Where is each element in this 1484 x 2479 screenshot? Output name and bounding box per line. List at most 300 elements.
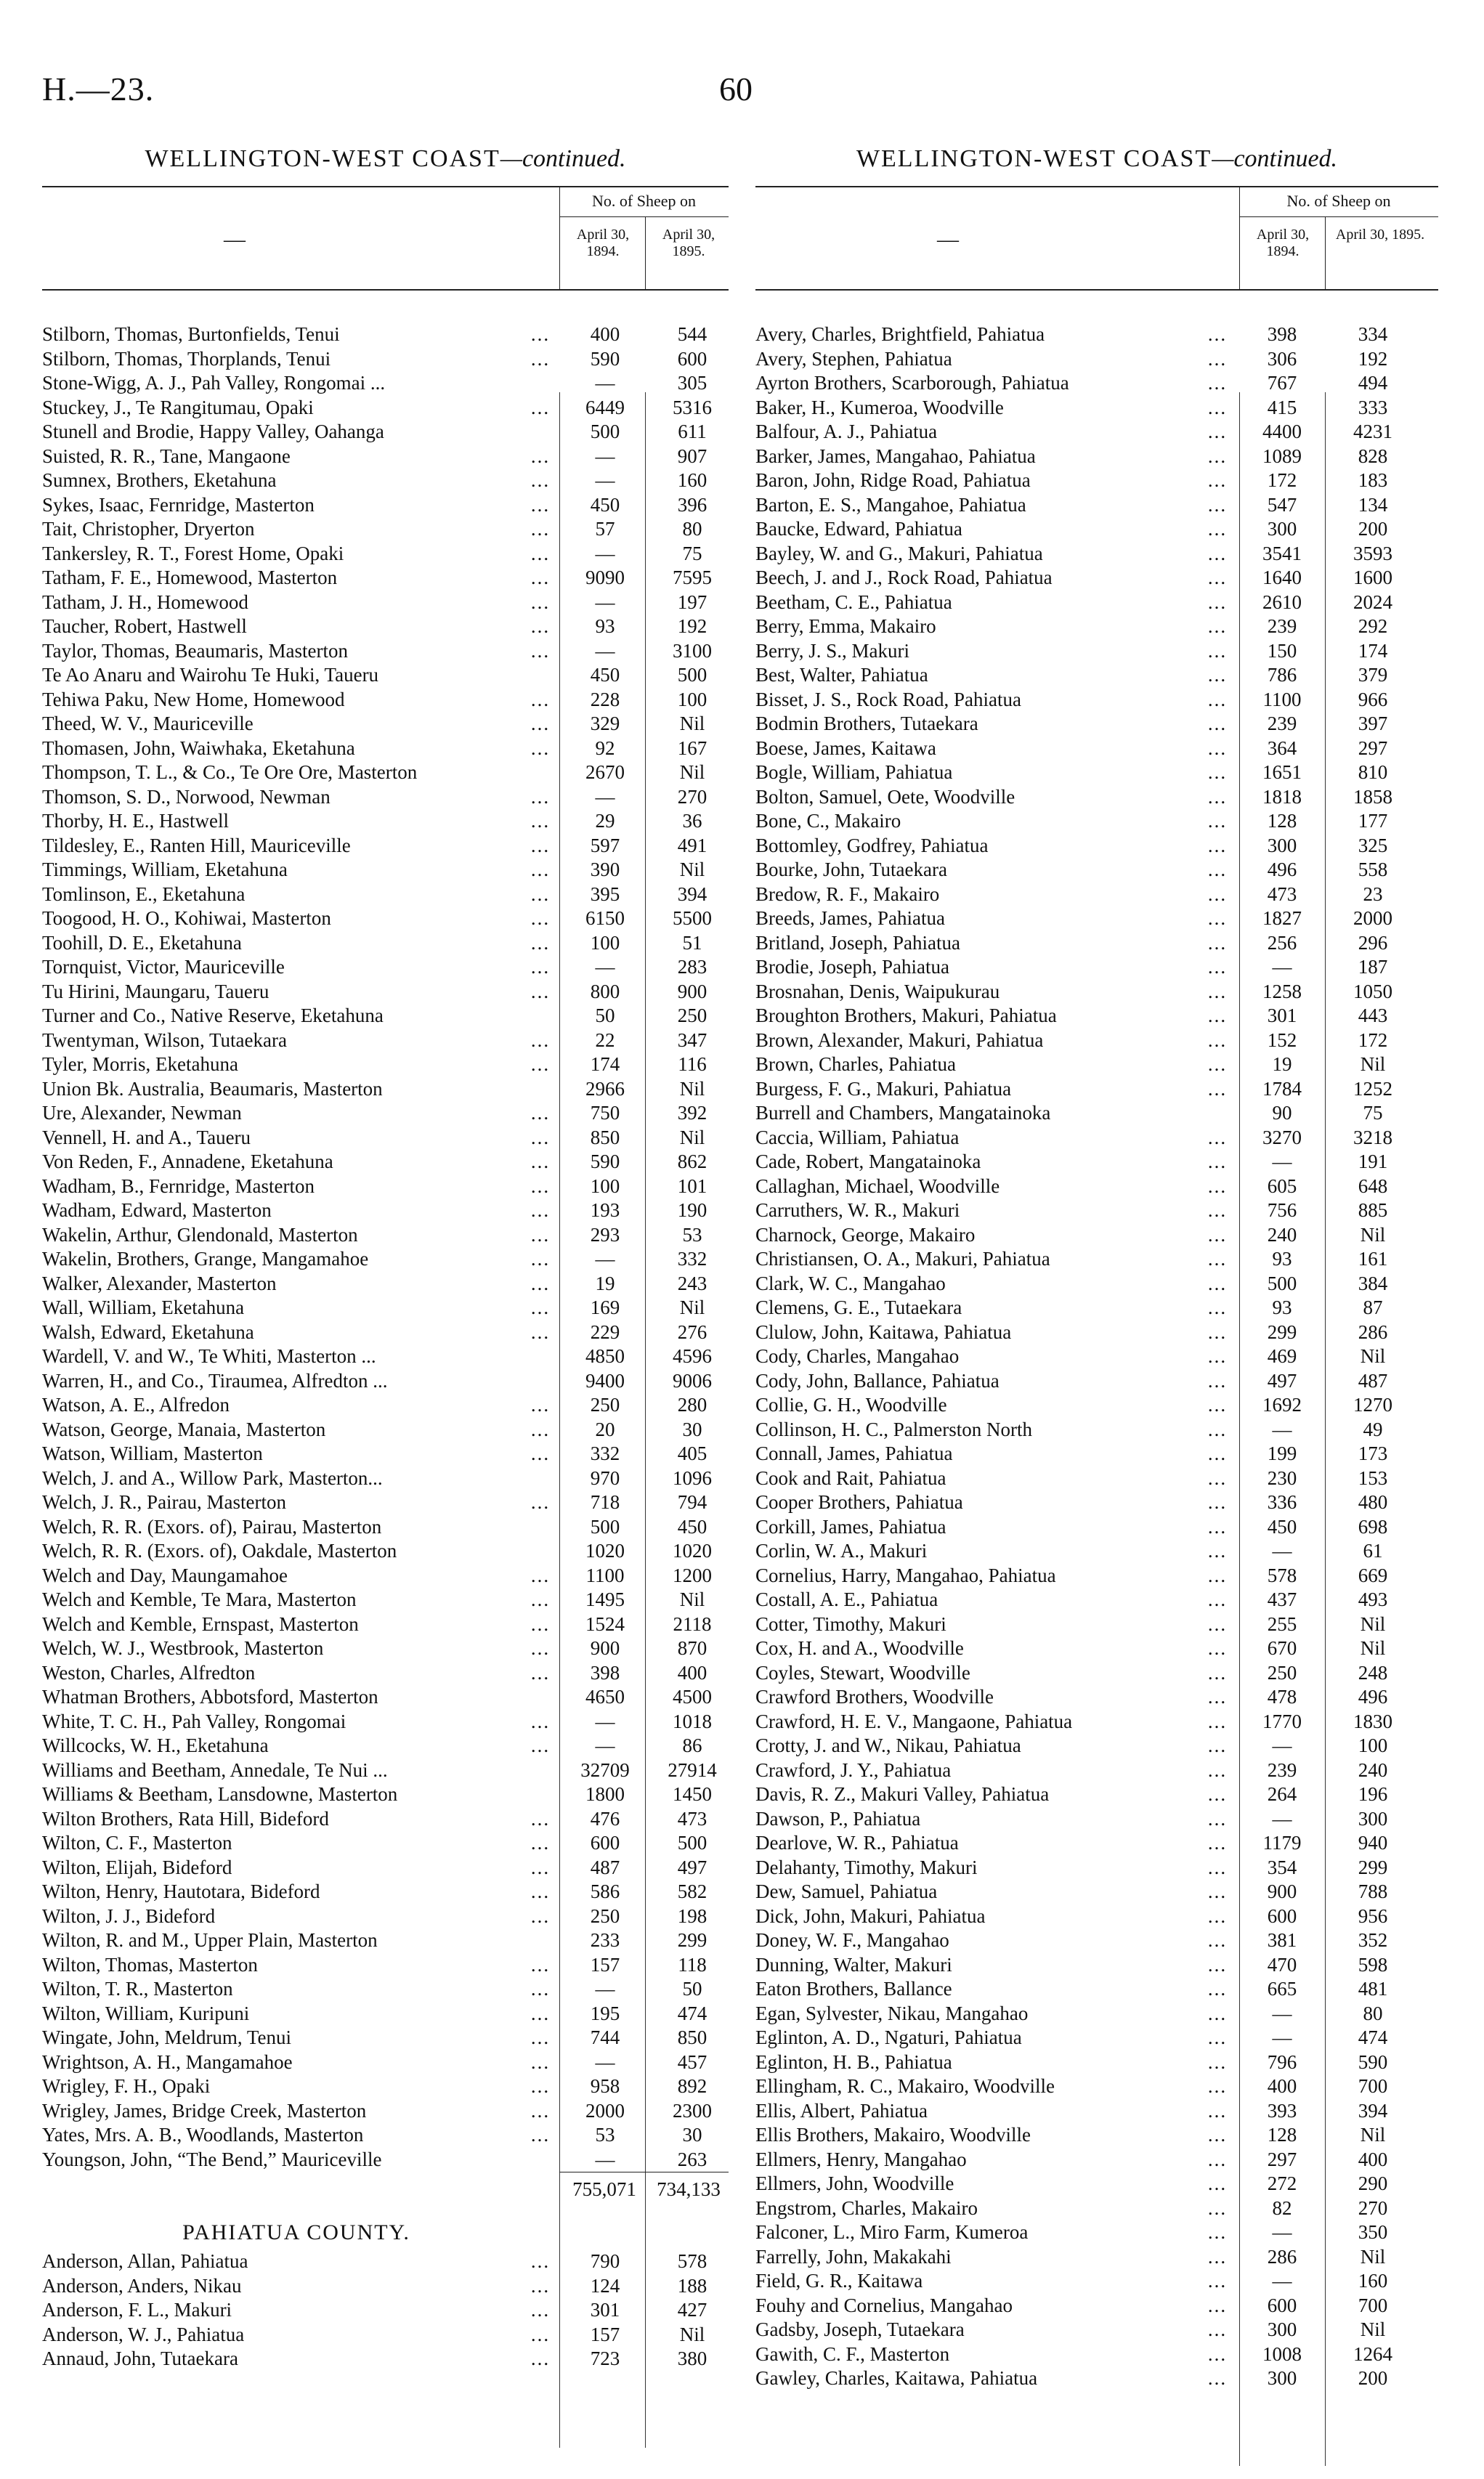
table-row (755, 1198, 1438, 1223)
sheep-1894: 329 (590, 713, 620, 734)
sheep-1894: 82 (1272, 2196, 1292, 2219)
sheep-1895: 190 (677, 1199, 707, 1221)
entry-name: Davis, R. Z., Makuri Valley, Pahiatua (755, 1783, 1050, 1805)
entry-name: Youngson, John, “The Bend,” Mauriceville (42, 2148, 382, 2170)
sheep-1894: 152 (1267, 1028, 1297, 1051)
sheep-1895: 396 (677, 493, 707, 516)
sheep-1894: — (595, 1248, 615, 1270)
sheep-1895: 352 (1358, 1929, 1388, 1951)
leader-dots: ... (1207, 1929, 1228, 1951)
entry-name: Stilborn, Thomas, Thorplands, Tenui (42, 347, 331, 370)
sheep-1895: 473 (677, 1807, 707, 1830)
table-row (755, 1466, 1438, 1491)
sheep-1894: 500 (590, 421, 620, 442)
table-row (755, 2050, 1438, 2075)
sheep-1894: — (595, 2148, 615, 2170)
table-row (755, 1977, 1438, 2002)
leader-dots: ... (1207, 2270, 1228, 2292)
sheep-1895: 870 (677, 1637, 707, 1659)
entry-name: Brown, Alexander, Makuri, Pahiatua (755, 1028, 1044, 1051)
entry-name: Burgess, F. G., Makuri, Pahiatua (755, 1077, 1012, 1100)
sheep-1895: 23 (1363, 883, 1383, 905)
sheep-1895: 3593 (1353, 542, 1392, 564)
table-row (755, 542, 1438, 567)
leader-dots: ... (1207, 421, 1228, 442)
leader-dots: ... (1207, 567, 1228, 588)
table-row (755, 1174, 1438, 1199)
entry-name: Crawford, J. Y., Pahiatua (755, 1758, 952, 1781)
sheep-1894: 1770 (1262, 1710, 1302, 1732)
entry-name: Costall, A. E., Pahiatua (755, 1589, 938, 1610)
sheep-1895: 427 (677, 2299, 707, 2321)
entry-name: Ellmers, John, Woodville (755, 2172, 954, 2194)
sheep-1894: 90 (1272, 1102, 1292, 1124)
entry-name: Clemens, G. E., Tutaekara (755, 1297, 962, 1318)
sheep-1894: 1818 (1262, 785, 1302, 808)
sheep-1895: 1050 (1353, 980, 1392, 1002)
sheep-1894: 958 (590, 2075, 620, 2097)
sheep-1894: — (1272, 1151, 1292, 1172)
header-group-rule (1239, 216, 1438, 217)
sheep-1894: 796 (1267, 2050, 1297, 2073)
entry-name: Wilton, T. R., Masterton (42, 1978, 233, 2000)
entry-name: Toogood, H. O., Kohiwai, Masterton (42, 907, 331, 929)
sheep-1894: 2610 (1262, 591, 1302, 613)
sheep-1895: 892 (677, 2075, 707, 2097)
entry-name: Vennell, H. and A., Taueru (42, 1126, 251, 1148)
sheep-1894: 665 (1267, 1978, 1297, 2000)
entry-name: Wrigley, James, Bridge Creek, Masterton (42, 2099, 367, 2122)
table-row (42, 1344, 729, 1369)
sheep-1894: 239 (1267, 615, 1297, 637)
sheep-1895: Nil (679, 2323, 705, 2345)
entry-name: Bayley, W. and G., Makuri, Pahiatua (755, 542, 1043, 564)
table-row (42, 1685, 729, 1710)
sheep-1894: 398 (590, 1661, 620, 1684)
leader-dots: ... (530, 2323, 551, 2345)
sheep-1895: Nil (679, 1077, 705, 1100)
sheep-1895: 299 (1358, 1856, 1388, 1878)
table-row (42, 1977, 729, 2002)
entry-name: Beetham, C. E., Pahiatua (755, 591, 952, 613)
sheep-count-group-header: No. of Sheep on (1286, 192, 1391, 210)
table-row (42, 1418, 729, 1443)
sheep-1895: 160 (677, 469, 707, 491)
entry-name: Yates, Mrs. A. B., Woodlands, Masterton (42, 2124, 364, 2146)
table-row (755, 1515, 1438, 1540)
table-row (755, 1004, 1438, 1028)
entry-name: Tornquist, Victor, Mauriceville (42, 956, 285, 978)
entry-name: Breeds, James, Pahiatua (755, 907, 945, 929)
table-row (755, 737, 1438, 761)
sheep-1895: 966 (1358, 688, 1388, 710)
leader-dots: ... (1207, 1686, 1228, 1708)
table-row (755, 614, 1438, 639)
sheep-1894: 450 (590, 493, 620, 516)
sheep-1894: 790 (590, 2250, 620, 2272)
leader-dots: ... (1207, 2099, 1228, 2122)
table-row (755, 1101, 1438, 1126)
entry-name: Tyler, Morris, Eketahuna (42, 1053, 238, 1075)
header-dash: — (224, 227, 246, 251)
sheep-1895: Nil (1360, 2124, 1386, 2146)
leader-dots: ... (530, 713, 551, 734)
sheep-1895: 188 (677, 2274, 707, 2297)
table-row (755, 1928, 1438, 1953)
table-row (42, 663, 729, 688)
sheep-1894: 233 (590, 1929, 620, 1951)
sheep-1894: 1651 (1262, 761, 1302, 783)
sheep-1895: 118 (678, 1953, 707, 1976)
leader-dots: ... (530, 1491, 551, 1513)
entry-name: Field, G. R., Kaitawa (755, 2270, 923, 2292)
entry-name: Delahanty, Timothy, Makuri (755, 1856, 978, 1878)
leader-dots: ... (530, 1028, 551, 1051)
entry-name: Stilborn, Thomas, Burtonfields, Tenui (42, 323, 340, 345)
entry-name: Crawford Brothers, Woodville (755, 1686, 994, 1708)
sheep-1894: 1495 (585, 1589, 625, 1610)
leader-dots: ... (530, 1637, 551, 1659)
sheep-1895: 172 (1358, 1028, 1388, 1051)
sheep-1894: 381 (1267, 1929, 1297, 1951)
sheep-1894: 400 (1267, 2075, 1297, 2097)
sheep-1894: 230 (1267, 1466, 1297, 1489)
sheep-1895: 192 (677, 615, 707, 637)
sheep-1895: 325 (1358, 834, 1388, 856)
leader-dots: ... (530, 2075, 551, 2097)
leader-dots: ... (530, 518, 551, 540)
entry-name: Thompson, T. L., & Co., Te Ore Ore, Masterton (42, 761, 418, 783)
leader-dots: ... (530, 980, 551, 1002)
table-row (755, 1223, 1438, 1248)
sheep-1895: Nil (679, 859, 705, 880)
entry-name: Berry, J. S., Makuri (755, 639, 909, 662)
leader-dots: ... (530, 396, 551, 418)
title-main: WELLINGTON-WEST COAST (856, 145, 1212, 172)
leader-dots: ... (1207, 639, 1228, 662)
leader-dots: ... (1207, 1612, 1228, 1635)
sheep-1895: 87 (1363, 1297, 1383, 1318)
sheep-1895: Nil (679, 1589, 705, 1610)
table-row (755, 1393, 1438, 1418)
document-code: H.—23. (42, 70, 155, 107)
entry-name: Watson, A. E., Alfredon (42, 1394, 230, 1416)
sheep-1894: 600 (1267, 1904, 1297, 1927)
table-row (755, 420, 1438, 445)
sheep-1895: 700 (1358, 2294, 1388, 2316)
sheep-1895: 191 (1358, 1151, 1388, 1172)
sheep-1894: 395 (590, 883, 620, 905)
sheep-1895: 394 (1358, 2099, 1388, 2122)
sheep-1895: 1270 (1353, 1394, 1392, 1416)
table-row (755, 517, 1438, 542)
leader-dots: ... (530, 1272, 551, 1294)
leader-dots: ... (1207, 2172, 1228, 2194)
table-row (42, 1247, 729, 1272)
entry-name: Ellingham, R. C., Makairo, Woodville (755, 2075, 1055, 2097)
sheep-1894: 93 (595, 615, 615, 637)
sheep-1894: — (595, 542, 615, 564)
table-row (42, 688, 729, 713)
sheep-1894: 250 (590, 1394, 620, 1416)
sheep-1894: — (1272, 1735, 1292, 1756)
leader-dots: ... (530, 591, 551, 613)
sheep-1894: — (1272, 2002, 1292, 2024)
sheep-1895: 940 (1358, 1832, 1388, 1854)
entry-name: Berry, Emma, Makairo (755, 615, 936, 637)
entry-name: Whatman Brothers, Abbotsford, Masterton (42, 1686, 378, 1708)
table-row (42, 712, 729, 737)
entry-name: Willcocks, W. H., Eketahuna (42, 1735, 269, 1756)
table-row (42, 809, 729, 834)
leader-dots: ... (1207, 2294, 1228, 2316)
table-row (42, 2274, 729, 2299)
leader-dots: ... (1207, 1272, 1228, 1294)
leader-dots: ... (530, 907, 551, 929)
sheep-1895: 1830 (1353, 1710, 1392, 1732)
sheep-1895: Nil (1360, 1053, 1386, 1075)
sheep-1894: 900 (1267, 1880, 1297, 1902)
leader-dots: ... (530, 1904, 551, 1927)
sheep-1894: 6150 (585, 907, 625, 929)
entry-name: Eglinton, A. D., Ngaturi, Pahiatua (755, 2026, 1022, 2048)
sheep-1895: 907 (677, 445, 707, 467)
table-row (755, 2026, 1438, 2050)
entry-name: Dew, Samuel, Pahiatua (755, 1880, 938, 1902)
sheep-1895: 248 (1358, 1661, 1388, 1684)
sheep-1894: — (1272, 1807, 1292, 1830)
entry-name: Wilton Brothers, Rata Hill, Bideford (42, 1807, 329, 1830)
entry-name: Von Reden, F., Annadene, Eketahuna (42, 1151, 333, 1172)
sheep-1894: 286 (1267, 2245, 1297, 2268)
table-row (755, 1880, 1438, 1904)
sheep-1895: 4500 (673, 1686, 712, 1708)
table-row (755, 1150, 1438, 1174)
table-row (755, 1490, 1438, 1515)
leader-dots: ... (1207, 1978, 1228, 2000)
sheep-1894: 4400 (1262, 421, 1302, 442)
sheep-1895: 36 (682, 810, 702, 832)
sheep-1894: 393 (1267, 2099, 1297, 2122)
table-row (755, 1856, 1438, 1880)
sheep-1895: 116 (678, 1053, 707, 1075)
entry-name: Barton, E. S., Mangahoe, Pahiatua (755, 493, 1026, 516)
sheep-1895: 101 (677, 1174, 707, 1197)
leader-dots: ... (1207, 469, 1228, 491)
entry-name: Brosnahan, Denis, Waipukurau (755, 980, 1000, 1002)
entry-name: Tatham, F. E., Homewood, Masterton (42, 567, 338, 588)
leader-dots: ... (530, 1953, 551, 1976)
sheep-1895: 3100 (673, 639, 712, 662)
sheep-1894: 2000 (585, 2099, 625, 2122)
entry-name: Engstrom, Charles, Makairo (755, 2196, 978, 2219)
table-row (42, 2249, 729, 2274)
table-row (755, 883, 1438, 907)
entry-name: Clulow, John, Kaitawa, Pahiatua (755, 1320, 1012, 1343)
sheep-1895: 300 (1358, 1807, 1388, 1830)
leader-dots: ... (1207, 2050, 1228, 2073)
leader-dots: ... (1207, 2245, 1228, 2268)
entry-name: Baron, John, Ridge Road, Pahiatua (755, 469, 1031, 491)
entry-name: White, T. C. H., Pah Valley, Rongomai (42, 1710, 346, 1732)
table-row (755, 2269, 1438, 2294)
sheep-1894: 450 (1267, 1515, 1297, 1538)
entry-name: Wilton, Thomas, Masterton (42, 1953, 258, 1976)
leader-dots: ... (530, 1589, 551, 1610)
table-row (755, 834, 1438, 859)
leader-dots: ... (1207, 1077, 1228, 1100)
entry-name: Baucke, Edward, Pahiatua (755, 518, 962, 540)
leader-dots: ... (530, 615, 551, 637)
entry-name: Gawley, Charles, Kaitawa, Pahiatua (755, 2367, 1038, 2389)
sheep-1894: 723 (590, 2348, 620, 2369)
sheep-1895: 457 (677, 2050, 707, 2073)
entry-name: Corlin, W. A., Makuri (755, 1540, 928, 1562)
table-row (42, 1953, 729, 1978)
leader-dots: ... (530, 1710, 551, 1732)
table-row (755, 591, 1438, 615)
entry-name: Collie, G. H., Woodville (755, 1394, 947, 1416)
title-main: WELLINGTON-WEST COAST (145, 145, 500, 172)
sheep-1895: 500 (677, 664, 707, 686)
sheep-1895: 100 (677, 688, 707, 710)
table-row (755, 980, 1438, 1005)
leader-dots: ... (1207, 396, 1228, 418)
sheep-1895: 292 (1358, 615, 1388, 637)
leader-dots: ... (1207, 445, 1228, 467)
entry-name: Brodie, Joseph, Pahiatua (755, 956, 949, 978)
sheep-1894: 124 (590, 2274, 620, 2297)
sheep-1895: 61 (1363, 1540, 1383, 1562)
entry-name: Tomlinson, E., Eketahuna (42, 883, 246, 905)
sheep-1895: 1200 (673, 1564, 712, 1586)
right-column-title (755, 145, 1438, 186)
table-row (42, 1150, 729, 1174)
leader-dots: ... (1207, 907, 1228, 929)
leader-dots: ... (530, 931, 551, 954)
entry-name: Crotty, J. and W., Nikau, Pahiatua (755, 1735, 1021, 1756)
col-1895-header: April 30, 1895. (662, 227, 715, 259)
sheep-1894: 193 (590, 1199, 620, 1221)
leader-dots: ... (1207, 688, 1228, 710)
sheep-1895: 200 (1358, 518, 1388, 540)
sheep-1894: 100 (590, 1174, 620, 1197)
sheep-1895: 283 (677, 956, 707, 978)
sheep-1894: 272 (1267, 2172, 1297, 2194)
leader-dots: ... (1207, 1297, 1228, 1318)
entry-name: Welch, J. and A., Willow Park, Masterton... (42, 1466, 383, 1489)
sheep-1895: 1450 (673, 1783, 712, 1805)
sheep-1894: 150 (1267, 639, 1297, 662)
sheep-1895: 160 (1358, 2270, 1388, 2292)
table-row (42, 542, 729, 567)
leader-dots: ... (530, 859, 551, 880)
sheep-1895: 5500 (673, 907, 712, 929)
sheep-1894: 590 (590, 347, 620, 370)
sheep-1894: 756 (1267, 1199, 1297, 1221)
table-row (42, 2074, 729, 2099)
table-row (755, 1272, 1438, 1297)
sheep-1895: 350 (1358, 2221, 1388, 2243)
leader-dots: ... (530, 737, 551, 759)
leader-dots: ... (530, 2299, 551, 2321)
sheep-1894: 767 (1267, 372, 1297, 394)
entry-name: Best, Walter, Pahiatua (755, 664, 928, 686)
table-row (755, 1564, 1438, 1589)
entry-name: Tatham, J. H., Homewood (42, 591, 248, 613)
sheep-1895: 956 (1358, 1904, 1388, 1927)
table-row (755, 1028, 1438, 1053)
table-row (42, 322, 729, 347)
entry-name: Wrigley, F. H., Opaki (42, 2075, 211, 2097)
table-row (42, 1636, 729, 1661)
sheep-1894: 450 (590, 664, 620, 686)
sheep-1894: 297 (1267, 2148, 1297, 2170)
table-row (755, 785, 1438, 810)
leader-dots: ... (1207, 1904, 1228, 1927)
sheep-1894: 239 (1267, 713, 1297, 734)
table-row (42, 2099, 729, 2124)
entry-name: Baker, H., Kumeroa, Woodville (755, 396, 1004, 418)
left-column-title (42, 145, 729, 186)
sheep-1894: 300 (1267, 518, 1297, 540)
sheep-1894: 306 (1267, 347, 1297, 370)
sheep-1895: 862 (677, 1151, 707, 1172)
table-row (755, 1612, 1438, 1637)
sheep-1894: 299 (1267, 1320, 1297, 1343)
table-row (755, 2148, 1438, 2172)
sheep-1894: 301 (1267, 1005, 1297, 1026)
table-row (755, 1904, 1438, 1929)
sheep-1894: 92 (595, 737, 615, 759)
sheep-1894: — (1272, 1418, 1292, 1440)
entry-name: Tu Hirini, Maungaru, Taueru (42, 980, 269, 1002)
entry-name: Wilton, R. and M., Upper Plain, Masterton (42, 1929, 378, 1951)
sheep-1894: 93 (1272, 1248, 1292, 1270)
sheep-1894: 93 (1272, 1297, 1292, 1318)
sheep-1895: 334 (1358, 323, 1388, 345)
entry-name: Tildesley, E., Ranten Hill, Mauriceville (42, 834, 351, 856)
leader-dots: ... (1207, 2124, 1228, 2146)
sheep-1895: 297 (1358, 737, 1388, 759)
sheep-1895: 850 (677, 2026, 707, 2048)
table-row (42, 858, 729, 883)
sheep-1894: 476 (590, 1807, 620, 1830)
sheep-1895: Nil (1360, 2318, 1386, 2340)
sheep-1895: 474 (677, 2002, 707, 2024)
sheep-1894: 239 (1267, 1758, 1297, 1781)
entry-name: Cooper Brothers, Pahiatua (755, 1491, 963, 1513)
sheep-1894: 1089 (1262, 445, 1302, 467)
sheep-1894: 2670 (585, 761, 625, 783)
sheep-1895: 4231 (1353, 421, 1392, 442)
sheep-1895: 582 (677, 1880, 707, 1902)
leader-dots: ... (530, 1102, 551, 1124)
table-row (42, 980, 729, 1005)
leader-dots: ... (1207, 1248, 1228, 1270)
sheep-1894: 19 (595, 1272, 615, 1294)
sheep-1894: 470 (1267, 1953, 1297, 1976)
sheep-1895: 900 (677, 980, 707, 1002)
sheep-1895: Nil (679, 761, 705, 783)
leader-dots: ... (1207, 372, 1228, 394)
leader-dots: ... (1207, 1151, 1228, 1172)
entry-name: Bodmin Brothers, Tutaekara (755, 713, 978, 734)
table-row (42, 1369, 729, 1394)
leader-dots: ... (530, 1735, 551, 1756)
sheep-1894: 497 (1267, 1369, 1297, 1392)
entry-name: Taylor, Thomas, Beaumaris, Masterton (42, 639, 348, 662)
